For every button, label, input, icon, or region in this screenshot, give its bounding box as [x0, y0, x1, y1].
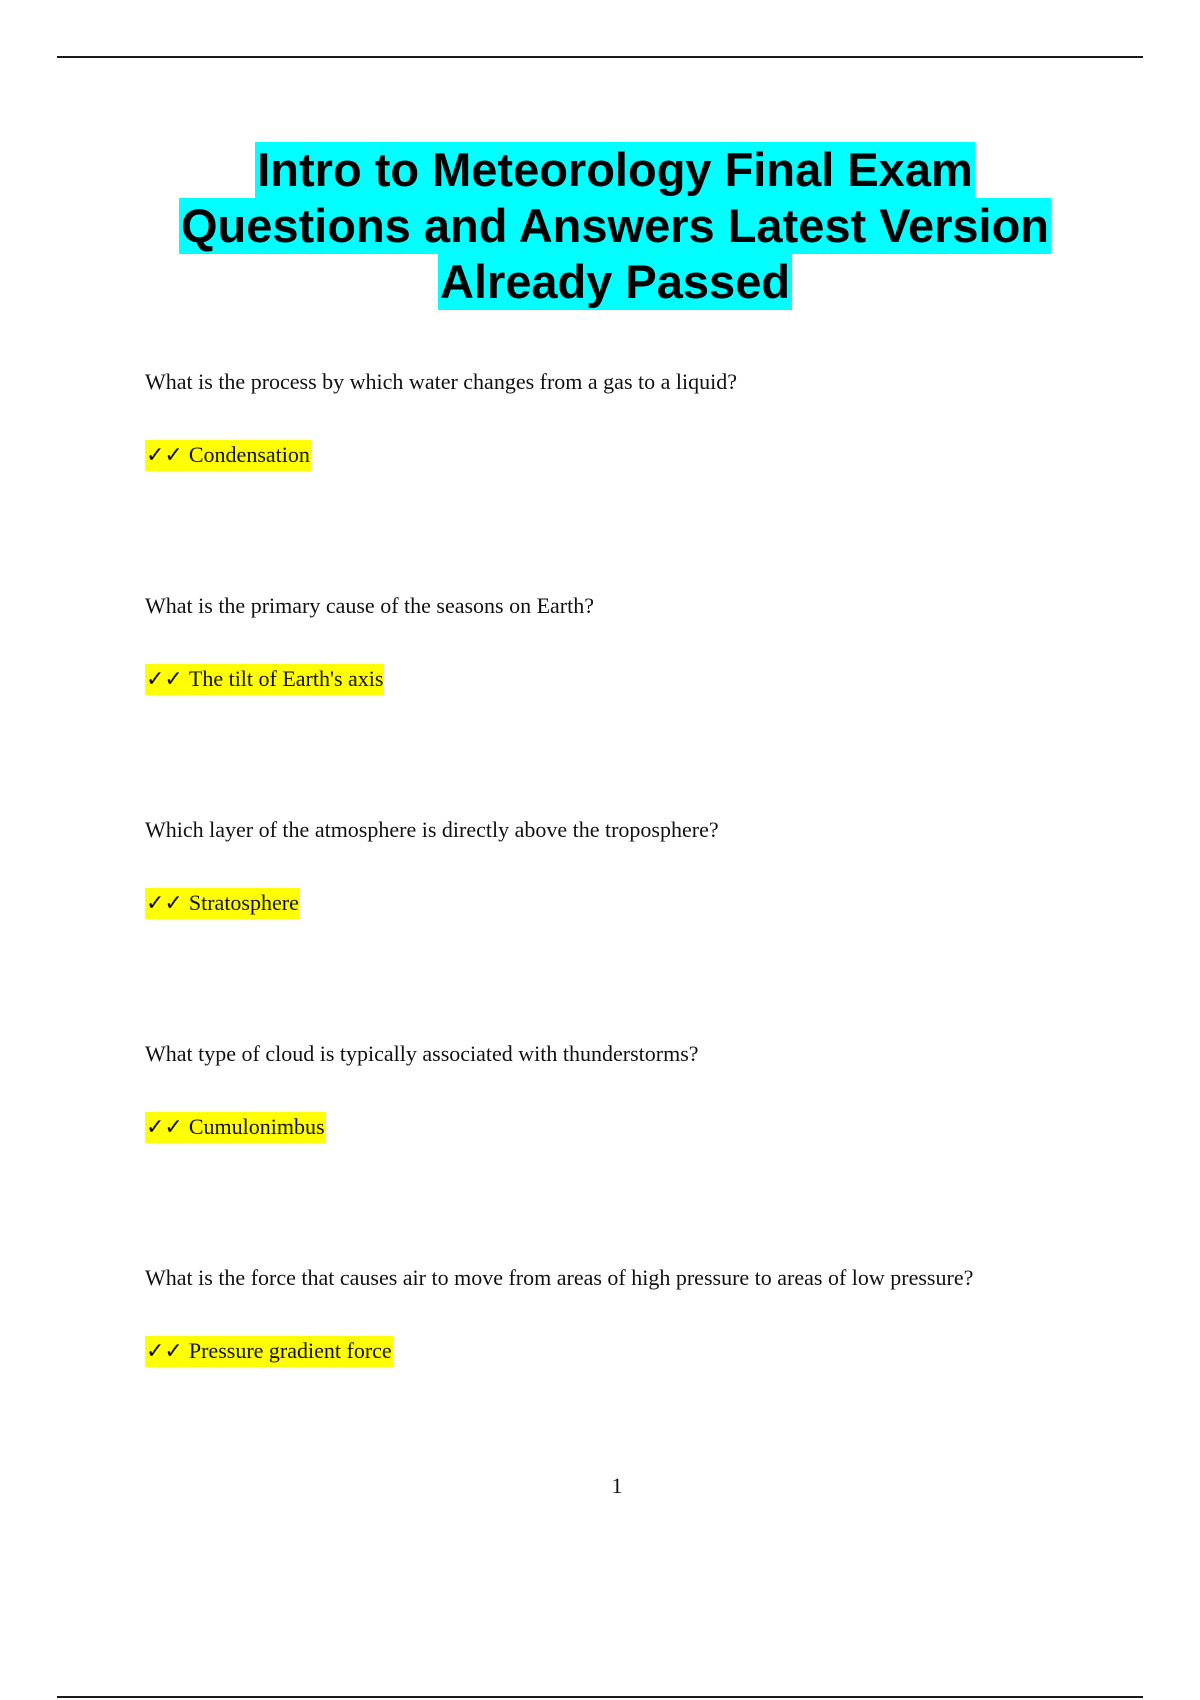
header-rule	[57, 56, 1143, 58]
question-text: What is the force that causes air to move from areas of high pressure to areas of low pressure?	[145, 1265, 974, 1290]
check-mark-icon: ✓✓	[146, 443, 183, 468]
check-mark-icon: ✓✓	[146, 667, 183, 692]
title-line-2: Questions and Answers Latest Version	[180, 199, 1049, 252]
qa-item-1	[145, 368, 1105, 468]
answer-text: Stratosphere	[188, 890, 299, 915]
qa-item-5	[145, 1264, 1105, 1364]
answer-highlight	[145, 440, 311, 471]
qa-item-2	[145, 592, 1105, 692]
title-line-3: Already Passed	[439, 255, 791, 308]
check-mark-icon: ✓✓	[146, 1339, 183, 1364]
page-number: 1	[611, 1473, 623, 1498]
qa-item-3	[145, 816, 1105, 916]
answer-highlight	[145, 1336, 393, 1367]
check-mark-icon: ✓✓	[146, 1115, 183, 1140]
title-line-1: Intro to Meteorology Final Exam	[257, 143, 973, 196]
answer-highlight	[145, 888, 300, 919]
footer-rule	[57, 1696, 1143, 1698]
answer-text: Condensation	[188, 442, 310, 467]
answer-text: Pressure gradient force	[188, 1338, 392, 1363]
answer-highlight	[145, 1112, 326, 1143]
answer-text: The tilt of Earth's axis	[188, 666, 384, 691]
question-text: What is the primary cause of the seasons on Earth?	[145, 593, 595, 618]
qa-item-4	[145, 1040, 1105, 1140]
answer-text: Cumulonimbus	[188, 1114, 325, 1139]
document-title	[60, 142, 1170, 310]
question-text: What type of cloud is typically associated with thunderstorms?	[145, 1041, 699, 1066]
check-mark-icon: ✓✓	[146, 891, 183, 916]
answer-highlight	[145, 664, 384, 695]
question-text: Which layer of the atmosphere is directly above the troposphere?	[145, 817, 719, 842]
question-text: What is the process by which water changes from a gas to a liquid?	[145, 369, 737, 394]
